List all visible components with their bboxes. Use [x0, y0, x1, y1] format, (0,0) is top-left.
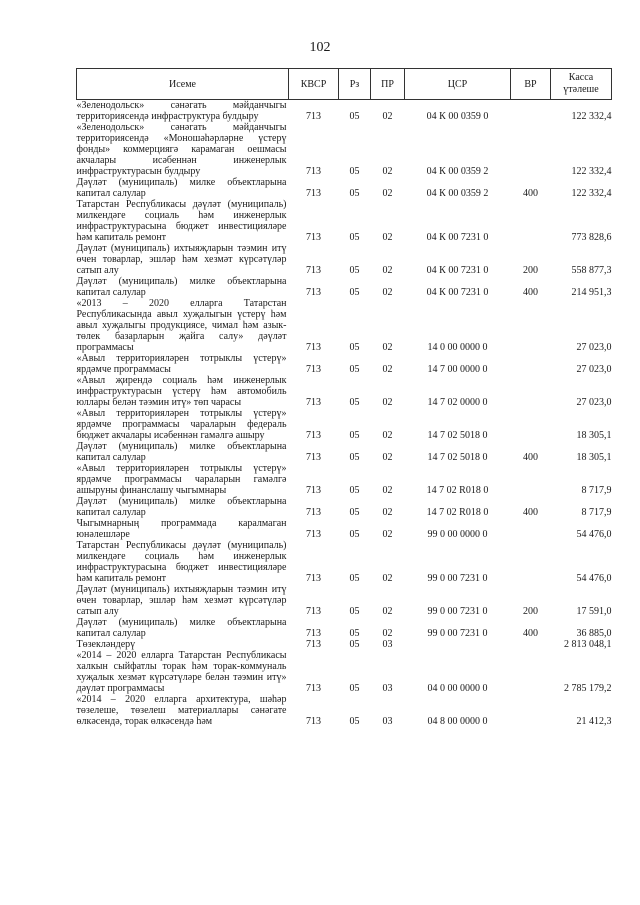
row-pr: 02 — [382, 232, 393, 243]
row-sum: 18 305,1 — [576, 452, 612, 463]
row-sum: 122 332,4 — [571, 188, 612, 199]
row-kvsr: 713 — [306, 430, 321, 441]
row-kvsr: 713 — [306, 606, 321, 617]
row-vr — [511, 100, 551, 123]
header-sum-line1: Касса — [568, 72, 594, 83]
row-vr — [511, 639, 551, 650]
row-sum: 54 476,0 — [576, 529, 612, 540]
row-name: «Авыл территорияләрен тотрыклы үстерү» ярдәмче программасы — [76, 353, 287, 375]
row-sum: 8 717,9 — [581, 485, 612, 496]
row-name: «2013 – 2020 елларга Татарстан Республикасында авыл хуҗалыгын үстерү һәм авыл хуҗалыгы продукциясе, чимал һәм азык-төлек базарларын җайга салу» дәүләт программасы — [76, 298, 287, 353]
row-name: «Зеленодольск» сәнәгать мәйданчыгы территориясендә инфраструктура булдыру — [76, 100, 287, 122]
row-sum: 214 951,3 — [571, 287, 612, 298]
row-sum: 558 877,3 — [571, 265, 612, 276]
row-pr: 02 — [382, 364, 393, 375]
row-pr: 02 — [382, 430, 393, 441]
row-rz: 05 — [349, 342, 360, 353]
row-csr: 04 К 00 7231 0 — [426, 232, 489, 243]
row-sum: 773 828,6 — [571, 232, 612, 243]
row-rz: 05 — [349, 573, 360, 584]
row-name: Дәүләт (муниципаль) милке объектларына капитал салулар — [76, 276, 287, 298]
table-row — [77, 408, 612, 441]
row-kvsr: 713 — [306, 232, 321, 243]
row-name: «Авыл территорияләрен тотрыклы үстерү» ярдәмче программасы чараларын гамәлгә ашыруны финанслашу чыгымнары — [76, 463, 287, 496]
row-kvsr: 713 — [306, 573, 321, 584]
row-csr: 04 К 00 0359 0 — [426, 111, 489, 122]
row-kvsr: 713 — [306, 111, 321, 122]
row-kvsr: 713 — [306, 507, 321, 518]
row-name: «Авыл территорияләрен тотрыклы үстерү» ярдәмче программасы чараларын федераль бюджет акчалары исәбеннән гамәлгә ашыру — [76, 408, 287, 441]
page-number: 102 — [309, 40, 331, 55]
row-rz: 05 — [349, 716, 360, 727]
row-pr: 02 — [382, 507, 393, 518]
table-row — [77, 375, 612, 408]
row-csr: 99 0 00 0000 0 — [427, 529, 488, 540]
row-csr: 14 7 02 0000 0 — [427, 397, 488, 408]
table-row — [77, 694, 612, 727]
row-pr: 02 — [382, 166, 393, 177]
row-kvsr: 713 — [306, 287, 321, 298]
row-csr: 14 7 02 5018 0 — [427, 430, 488, 441]
row-kvsr: 713 — [306, 639, 321, 650]
row-pr: 02 — [382, 342, 393, 353]
table-row — [77, 496, 612, 518]
row-vr: 200 — [523, 606, 538, 617]
row-pr: 02 — [382, 188, 393, 199]
row-vr: 200 — [523, 265, 538, 276]
row-kvsr: 713 — [306, 452, 321, 463]
row-kvsr: 713 — [306, 364, 321, 375]
row-kvsr: 713 — [306, 166, 321, 177]
row-pr: 02 — [382, 628, 393, 639]
row-pr: 02 — [382, 265, 393, 276]
row-csr: 99 0 00 7231 0 — [427, 606, 488, 617]
row-rz: 05 — [349, 265, 360, 276]
header-pr: ПР — [371, 69, 405, 100]
row-pr: 02 — [382, 287, 393, 298]
row-vr — [511, 298, 551, 353]
row-vr: 400 — [523, 452, 538, 463]
row-sum: 36 885,0 — [576, 628, 612, 639]
row-sum: 27 023,0 — [576, 397, 612, 408]
row-csr: 14 7 02 5018 0 — [427, 452, 488, 463]
row-name: «Авыл җирендә социаль һәм инженерлык инфраструктурасын үстерү һәм автомобиль юллары белән тәэмин итү» төп чарасы — [76, 375, 287, 408]
row-sum: 17 591,0 — [576, 606, 612, 617]
row-rz: 05 — [349, 188, 360, 199]
row-vr — [511, 199, 551, 243]
row-kvsr: 713 — [306, 485, 321, 496]
row-name: Дәүләт (муниципаль) милке объектларына капитал салулар — [76, 177, 287, 199]
table-row — [77, 540, 612, 584]
row-csr: 04 К 00 0359 2 — [426, 166, 489, 177]
row-csr: 99 0 00 7231 0 — [427, 628, 488, 639]
row-rz: 05 — [349, 166, 360, 177]
row-csr: 04 К 00 0359 2 — [426, 188, 489, 199]
row-name: Татарстан Республикасы дәүләт (муниципаль) милкендәге социаль һәм инженерлык инфраструктурасына бюджет инвестицияләре һәм капиталь ремонт — [76, 199, 287, 243]
table-header-row — [77, 69, 612, 100]
header-name: Исеме — [77, 69, 289, 100]
row-pr: 02 — [382, 111, 393, 122]
row-sum: 122 332,4 — [571, 111, 612, 122]
header-rz: Рз — [339, 69, 371, 100]
row-rz: 05 — [349, 364, 360, 375]
row-name: «2014 – 2020 елларга Татарстан Республикасы халкын сыйфатлы торак һәм торак-коммуналь хуҗалык хезмәт күрсәтүләре белән тәэмин итү» дәүләт программасы — [76, 650, 287, 694]
row-vr: 400 — [523, 507, 538, 518]
row-vr — [511, 518, 551, 540]
row-kvsr: 713 — [306, 188, 321, 199]
row-vr: 400 — [523, 628, 538, 639]
table-row — [77, 463, 612, 496]
row-kvsr: 713 — [306, 529, 321, 540]
row-vr: 400 — [523, 287, 538, 298]
row-rz: 05 — [349, 507, 360, 518]
header-kvsr: КВСР — [289, 69, 339, 100]
row-sum: 27 023,0 — [576, 364, 612, 375]
row-name: Дәүләт (муниципаль) ихтыяҗларын тәэмин итү өчен товарлар, эшләр һәм хезмәт күрсәтүләр сатып алу — [76, 584, 287, 617]
row-kvsr: 713 — [306, 628, 321, 639]
table-row — [77, 650, 612, 694]
header-csr: ЦСР — [405, 69, 511, 100]
row-pr: 02 — [382, 606, 393, 617]
budget-table — [76, 68, 612, 727]
row-vr — [511, 463, 551, 496]
header-sum-line2: үтәлеше — [563, 84, 599, 95]
row-rz: 05 — [349, 639, 360, 650]
row-name: Татарстан Республикасы дәүләт (муниципаль) милкендәге социаль һәм инженерлык инфраструктурасына бюджет инвестицияләре һәм капиталь ремонт — [76, 540, 287, 584]
row-name: Дәүләт (муниципаль) ихтыяҗларын тәэмин итү өчен товарлар, эшләр һәм хезмәт күрсәтүләр сатып алу — [76, 243, 287, 276]
row-sum: 2 785 179,2 — [564, 683, 612, 694]
row-rz: 05 — [349, 529, 360, 540]
row-sum: 122 332,4 — [571, 166, 612, 177]
row-csr: 99 0 00 7231 0 — [427, 573, 488, 584]
row-csr: 14 7 02 R018 0 — [426, 507, 489, 518]
row-pr: 02 — [382, 529, 393, 540]
row-name: Дәүләт (муниципаль) милке объектларына капитал салулар — [76, 441, 287, 463]
row-csr: 14 0 00 0000 0 — [427, 342, 488, 353]
row-name: Төзекләндерү — [76, 639, 136, 650]
table-row — [77, 122, 612, 177]
row-vr: 400 — [523, 188, 538, 199]
table-row — [77, 100, 612, 123]
row-csr: 14 7 00 0000 0 — [427, 364, 488, 375]
row-rz: 05 — [349, 606, 360, 617]
row-csr: 04 0 00 0000 0 — [427, 683, 488, 694]
row-rz: 05 — [349, 452, 360, 463]
row-vr — [511, 375, 551, 408]
row-pr: 02 — [382, 485, 393, 496]
row-kvsr: 713 — [306, 342, 321, 353]
table-row — [77, 353, 612, 375]
row-vr — [511, 694, 551, 727]
row-name: Дәүләт (муниципаль) милке объектларына капитал салулар — [76, 496, 287, 518]
table-row — [77, 276, 612, 298]
row-rz: 05 — [349, 628, 360, 639]
table-row — [77, 639, 612, 650]
table-row — [77, 199, 612, 243]
row-vr — [511, 353, 551, 375]
row-name: Дәүләт (муниципаль) милке объектларына капитал салулар — [76, 617, 287, 639]
row-pr: 02 — [382, 452, 393, 463]
row-sum: 2 813 048,1 — [564, 639, 612, 650]
row-csr — [405, 639, 511, 650]
row-pr: 03 — [382, 716, 393, 727]
row-rz: 05 — [349, 397, 360, 408]
row-kvsr: 713 — [306, 683, 321, 694]
row-pr: 03 — [382, 683, 393, 694]
row-kvsr: 713 — [306, 716, 321, 727]
table-row — [77, 518, 612, 540]
table-row — [77, 617, 612, 639]
row-csr: 04 К 00 7231 0 — [426, 265, 489, 276]
row-rz: 05 — [349, 430, 360, 441]
row-vr — [511, 122, 551, 177]
table-row — [77, 298, 612, 353]
row-name: «Зеленодольск» сәнәгать мәйданчыгы территориясендә «Моношәһәрләрне үстерү фонды» коммерциягә карамаган оешмасы акчалары исәбеннән инженерлык инфраструктурасын булдыру — [76, 122, 287, 177]
row-pr: 03 — [382, 639, 393, 650]
row-vr — [511, 540, 551, 584]
row-sum: 54 476,0 — [576, 573, 612, 584]
row-sum: 8 717,9 — [581, 507, 612, 518]
table-row — [77, 441, 612, 463]
row-sum: 27 023,0 — [576, 342, 612, 353]
row-csr: 14 7 02 R018 0 — [426, 485, 489, 496]
row-rz: 05 — [349, 287, 360, 298]
row-vr — [511, 408, 551, 441]
row-name: Чыгымнарның программада каралмаган юнәлешләре — [76, 518, 287, 540]
row-rz: 05 — [349, 111, 360, 122]
row-rz: 05 — [349, 683, 360, 694]
row-pr: 02 — [382, 573, 393, 584]
header-vr: ВР — [511, 69, 551, 100]
table-row — [77, 243, 612, 276]
row-csr: 04 К 00 7231 0 — [426, 287, 489, 298]
row-kvsr: 713 — [306, 265, 321, 276]
row-kvsr: 713 — [306, 397, 321, 408]
row-csr: 04 8 00 0000 0 — [427, 716, 488, 727]
row-pr: 02 — [382, 397, 393, 408]
row-vr — [511, 650, 551, 694]
row-sum: 21 412,3 — [576, 716, 612, 727]
header-sum — [551, 69, 612, 100]
row-rz: 05 — [349, 232, 360, 243]
row-name: «2014 – 2020 елларга архитектура, шәһәр төзелеше, төзелеш материаллары сәнәгате өлкәсендә, торак өлкәсендә һәм — [76, 694, 287, 727]
row-sum: 18 305,1 — [576, 430, 612, 441]
table-row — [77, 584, 612, 617]
row-rz: 05 — [349, 485, 360, 496]
table-row — [77, 177, 612, 199]
